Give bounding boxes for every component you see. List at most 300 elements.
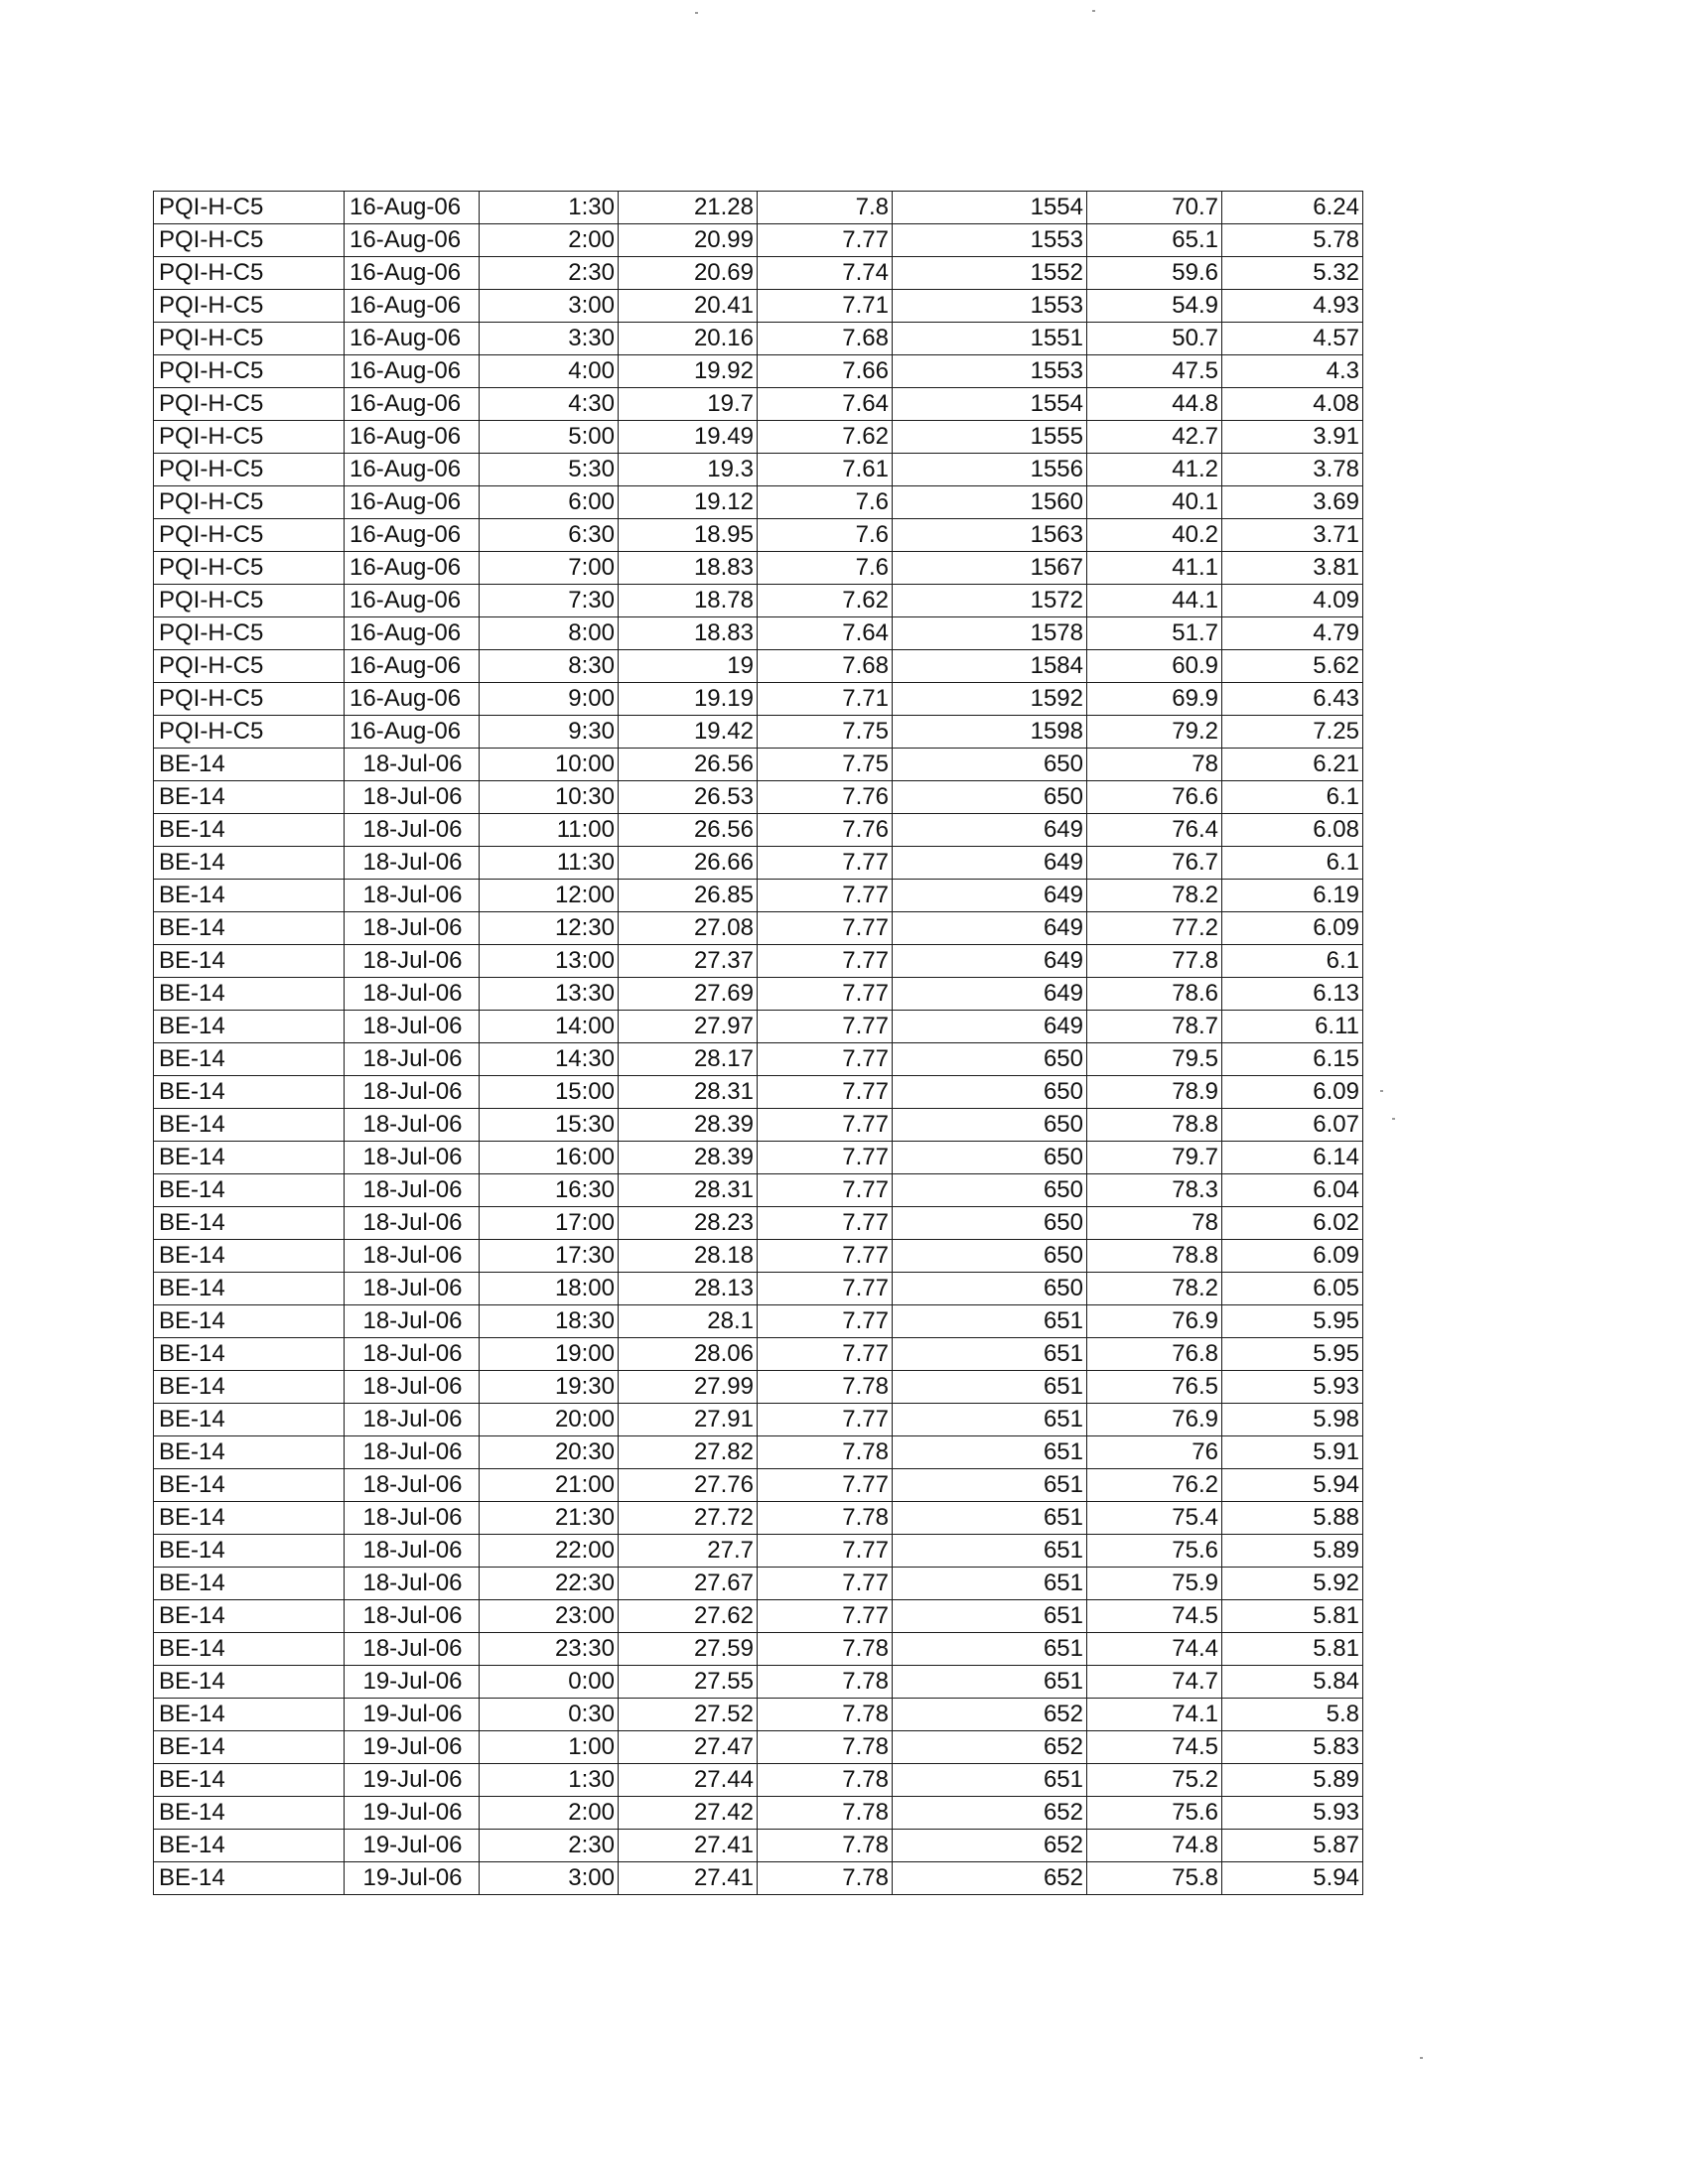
site-cell: PQI-H-C5: [154, 617, 345, 650]
value5-cell: 5.91: [1222, 1436, 1363, 1469]
time-cell: 3:00: [480, 290, 619, 323]
value3-cell: 650: [893, 749, 1087, 781]
time-cell: 22:00: [480, 1535, 619, 1568]
value1-cell: 18.83: [619, 552, 758, 585]
time-cell: 1:30: [480, 1764, 619, 1797]
date-cell: 16-Aug-06: [345, 454, 480, 486]
value1-cell: 26.66: [619, 847, 758, 880]
time-cell: 16:30: [480, 1174, 619, 1207]
table-row: [154, 1043, 1363, 1076]
value2-cell: 7.75: [758, 749, 893, 781]
table-row: [154, 1076, 1363, 1109]
table-row: [154, 1109, 1363, 1142]
table-row: [154, 1633, 1363, 1666]
site-cell: PQI-H-C5: [154, 650, 345, 683]
time-cell: 3:00: [480, 1862, 619, 1895]
date-cell: 18-Jul-06: [345, 1174, 480, 1207]
table-row: [154, 1436, 1363, 1469]
table-row: [154, 519, 1363, 552]
value2-cell: 7.6: [758, 519, 893, 552]
value1-cell: 28.13: [619, 1273, 758, 1305]
value1-cell: 18.78: [619, 585, 758, 617]
date-cell: 19-Jul-06: [345, 1731, 480, 1764]
value4-cell: 69.9: [1087, 683, 1222, 716]
value5-cell: 3.78: [1222, 454, 1363, 486]
value2-cell: 7.78: [758, 1764, 893, 1797]
value2-cell: 7.76: [758, 814, 893, 847]
value1-cell: 28.23: [619, 1207, 758, 1240]
value1-cell: 19.49: [619, 421, 758, 454]
date-cell: 16-Aug-06: [345, 617, 480, 650]
value4-cell: 65.1: [1087, 224, 1222, 257]
value1-cell: 28.39: [619, 1142, 758, 1174]
value3-cell: 1552: [893, 257, 1087, 290]
date-cell: 18-Jul-06: [345, 1076, 480, 1109]
value3-cell: 652: [893, 1862, 1087, 1895]
value3-cell: 651: [893, 1568, 1087, 1600]
value1-cell: 19: [619, 650, 758, 683]
time-cell: 11:00: [480, 814, 619, 847]
table-row: [154, 749, 1363, 781]
value4-cell: 75.9: [1087, 1568, 1222, 1600]
value2-cell: 7.77: [758, 978, 893, 1011]
value5-cell: 6.1: [1222, 847, 1363, 880]
time-cell: 17:00: [480, 1207, 619, 1240]
time-cell: 1:30: [480, 192, 619, 224]
table-row: [154, 1830, 1363, 1862]
date-cell: 18-Jul-06: [345, 1436, 480, 1469]
value2-cell: 7.77: [758, 1142, 893, 1174]
value2-cell: 7.66: [758, 355, 893, 388]
value3-cell: 652: [893, 1731, 1087, 1764]
time-cell: 12:30: [480, 912, 619, 945]
site-cell: BE-14: [154, 1305, 345, 1338]
value5-cell: 6.04: [1222, 1174, 1363, 1207]
value5-cell: 3.69: [1222, 486, 1363, 519]
table-row: [154, 1797, 1363, 1830]
table-row: [154, 224, 1363, 257]
time-cell: 1:00: [480, 1731, 619, 1764]
time-cell: 2:30: [480, 1830, 619, 1862]
date-cell: 18-Jul-06: [345, 1142, 480, 1174]
value5-cell: 5.84: [1222, 1666, 1363, 1699]
value3-cell: 649: [893, 912, 1087, 945]
value5-cell: 5.88: [1222, 1502, 1363, 1535]
value1-cell: 27.08: [619, 912, 758, 945]
site-cell: PQI-H-C5: [154, 388, 345, 421]
table-row: [154, 814, 1363, 847]
date-cell: 16-Aug-06: [345, 552, 480, 585]
site-cell: BE-14: [154, 1731, 345, 1764]
value3-cell: 650: [893, 1142, 1087, 1174]
value1-cell: 27.97: [619, 1011, 758, 1043]
time-cell: 3:30: [480, 323, 619, 355]
date-cell: 18-Jul-06: [345, 1273, 480, 1305]
value2-cell: 7.77: [758, 1600, 893, 1633]
table-row: [154, 781, 1363, 814]
table-row: [154, 1011, 1363, 1043]
value5-cell: 6.09: [1222, 912, 1363, 945]
table-row: [154, 355, 1363, 388]
value3-cell: 1556: [893, 454, 1087, 486]
value5-cell: 3.81: [1222, 552, 1363, 585]
value5-cell: 5.62: [1222, 650, 1363, 683]
value2-cell: 7.77: [758, 1174, 893, 1207]
value3-cell: 652: [893, 1830, 1087, 1862]
date-cell: 16-Aug-06: [345, 486, 480, 519]
site-cell: PQI-H-C5: [154, 585, 345, 617]
value4-cell: 74.8: [1087, 1830, 1222, 1862]
value1-cell: 27.55: [619, 1666, 758, 1699]
value3-cell: 651: [893, 1502, 1087, 1535]
value5-cell: 3.91: [1222, 421, 1363, 454]
time-cell: 14:00: [480, 1011, 619, 1043]
time-cell: 20:00: [480, 1404, 619, 1436]
value4-cell: 74.7: [1087, 1666, 1222, 1699]
date-cell: 18-Jul-06: [345, 880, 480, 912]
value5-cell: 6.09: [1222, 1076, 1363, 1109]
table-row: [154, 1666, 1363, 1699]
value3-cell: 650: [893, 781, 1087, 814]
value4-cell: 77.8: [1087, 945, 1222, 978]
table-row: [154, 978, 1363, 1011]
value3-cell: 1553: [893, 290, 1087, 323]
value3-cell: 1567: [893, 552, 1087, 585]
value5-cell: 4.3: [1222, 355, 1363, 388]
value1-cell: 19.42: [619, 716, 758, 749]
value3-cell: 1553: [893, 224, 1087, 257]
site-cell: BE-14: [154, 1764, 345, 1797]
value4-cell: 51.7: [1087, 617, 1222, 650]
value1-cell: 27.91: [619, 1404, 758, 1436]
value1-cell: 26.56: [619, 814, 758, 847]
value5-cell: 5.8: [1222, 1699, 1363, 1731]
value4-cell: 78.3: [1087, 1174, 1222, 1207]
value4-cell: 50.7: [1087, 323, 1222, 355]
date-cell: 18-Jul-06: [345, 1240, 480, 1273]
value4-cell: 78.9: [1087, 1076, 1222, 1109]
table-row: [154, 617, 1363, 650]
value1-cell: 20.69: [619, 257, 758, 290]
value1-cell: 19.19: [619, 683, 758, 716]
value5-cell: 5.93: [1222, 1797, 1363, 1830]
value4-cell: 76.7: [1087, 847, 1222, 880]
date-cell: 18-Jul-06: [345, 1600, 480, 1633]
value2-cell: 7.6: [758, 552, 893, 585]
table-row: [154, 1404, 1363, 1436]
time-cell: 8:30: [480, 650, 619, 683]
value4-cell: 78.7: [1087, 1011, 1222, 1043]
table-row: [154, 585, 1363, 617]
time-cell: 5:30: [480, 454, 619, 486]
value5-cell: 6.15: [1222, 1043, 1363, 1076]
site-cell: BE-14: [154, 814, 345, 847]
value1-cell: 28.39: [619, 1109, 758, 1142]
time-cell: 12:00: [480, 880, 619, 912]
table-row: [154, 552, 1363, 585]
value1-cell: 18.95: [619, 519, 758, 552]
value2-cell: 7.77: [758, 1207, 893, 1240]
value3-cell: 1572: [893, 585, 1087, 617]
value3-cell: 651: [893, 1535, 1087, 1568]
value2-cell: 7.78: [758, 1797, 893, 1830]
value1-cell: 28.06: [619, 1338, 758, 1371]
time-cell: 9:00: [480, 683, 619, 716]
table-row: [154, 1273, 1363, 1305]
table-row: [154, 1568, 1363, 1600]
time-cell: 23:30: [480, 1633, 619, 1666]
value1-cell: 28.1: [619, 1305, 758, 1338]
value3-cell: 651: [893, 1469, 1087, 1502]
value4-cell: 77.2: [1087, 912, 1222, 945]
value4-cell: 74.5: [1087, 1731, 1222, 1764]
value2-cell: 7.78: [758, 1830, 893, 1862]
value3-cell: 651: [893, 1600, 1087, 1633]
time-cell: 21:30: [480, 1502, 619, 1535]
value2-cell: 7.77: [758, 1305, 893, 1338]
value4-cell: 76.6: [1087, 781, 1222, 814]
value1-cell: 27.99: [619, 1371, 758, 1404]
value1-cell: 28.17: [619, 1043, 758, 1076]
value1-cell: 19.7: [619, 388, 758, 421]
value3-cell: 652: [893, 1797, 1087, 1830]
value1-cell: 28.31: [619, 1174, 758, 1207]
site-cell: PQI-H-C5: [154, 716, 345, 749]
site-cell: BE-14: [154, 1436, 345, 1469]
value5-cell: 6.19: [1222, 880, 1363, 912]
value1-cell: 27.44: [619, 1764, 758, 1797]
value1-cell: 27.47: [619, 1731, 758, 1764]
value2-cell: 7.75: [758, 716, 893, 749]
value3-cell: 1592: [893, 683, 1087, 716]
time-cell: 9:30: [480, 716, 619, 749]
date-cell: 18-Jul-06: [345, 1109, 480, 1142]
date-cell: 18-Jul-06: [345, 847, 480, 880]
value4-cell: 76.8: [1087, 1338, 1222, 1371]
value4-cell: 75.6: [1087, 1535, 1222, 1568]
site-cell: BE-14: [154, 880, 345, 912]
value2-cell: 7.77: [758, 1535, 893, 1568]
value2-cell: 7.78: [758, 1699, 893, 1731]
value3-cell: 1551: [893, 323, 1087, 355]
value4-cell: 76: [1087, 1436, 1222, 1469]
value5-cell: 5.89: [1222, 1535, 1363, 1568]
value3-cell: 651: [893, 1633, 1087, 1666]
date-cell: 18-Jul-06: [345, 1011, 480, 1043]
time-cell: 4:00: [480, 355, 619, 388]
date-cell: 18-Jul-06: [345, 912, 480, 945]
table-row: [154, 1600, 1363, 1633]
value3-cell: 649: [893, 814, 1087, 847]
date-cell: 19-Jul-06: [345, 1830, 480, 1862]
time-cell: 5:00: [480, 421, 619, 454]
value3-cell: 650: [893, 1240, 1087, 1273]
date-cell: 16-Aug-06: [345, 683, 480, 716]
value3-cell: 651: [893, 1371, 1087, 1404]
value5-cell: 6.43: [1222, 683, 1363, 716]
time-cell: 19:00: [480, 1338, 619, 1371]
time-cell: 8:00: [480, 617, 619, 650]
value1-cell: 27.62: [619, 1600, 758, 1633]
value4-cell: 54.9: [1087, 290, 1222, 323]
site-cell: BE-14: [154, 1174, 345, 1207]
time-cell: 10:00: [480, 749, 619, 781]
value2-cell: 7.78: [758, 1666, 893, 1699]
table-row: [154, 1535, 1363, 1568]
value5-cell: 6.13: [1222, 978, 1363, 1011]
site-cell: BE-14: [154, 1240, 345, 1273]
time-cell: 10:30: [480, 781, 619, 814]
value1-cell: 19.12: [619, 486, 758, 519]
time-cell: 11:30: [480, 847, 619, 880]
value5-cell: 5.83: [1222, 1731, 1363, 1764]
value1-cell: 19.3: [619, 454, 758, 486]
date-cell: 19-Jul-06: [345, 1666, 480, 1699]
value2-cell: 7.78: [758, 1371, 893, 1404]
data-table: [153, 191, 1363, 1895]
scan-speck: [1380, 1090, 1383, 1092]
value3-cell: 1584: [893, 650, 1087, 683]
site-cell: BE-14: [154, 1699, 345, 1731]
table-row: [154, 388, 1363, 421]
site-cell: BE-14: [154, 1076, 345, 1109]
value1-cell: 27.69: [619, 978, 758, 1011]
site-cell: PQI-H-C5: [154, 323, 345, 355]
time-cell: 16:00: [480, 1142, 619, 1174]
time-cell: 21:00: [480, 1469, 619, 1502]
value1-cell: 20.41: [619, 290, 758, 323]
site-cell: BE-14: [154, 1207, 345, 1240]
value4-cell: 74.1: [1087, 1699, 1222, 1731]
table-row: [154, 454, 1363, 486]
value5-cell: 5.32: [1222, 257, 1363, 290]
table-row: [154, 257, 1363, 290]
table-row: [154, 847, 1363, 880]
value1-cell: 28.18: [619, 1240, 758, 1273]
value4-cell: 74.4: [1087, 1633, 1222, 1666]
value3-cell: 1554: [893, 388, 1087, 421]
table-row: [154, 880, 1363, 912]
value3-cell: 649: [893, 1011, 1087, 1043]
date-cell: 18-Jul-06: [345, 1404, 480, 1436]
value2-cell: 7.71: [758, 290, 893, 323]
value1-cell: 20.16: [619, 323, 758, 355]
site-cell: PQI-H-C5: [154, 257, 345, 290]
value3-cell: 651: [893, 1436, 1087, 1469]
value4-cell: 78.8: [1087, 1109, 1222, 1142]
value1-cell: 27.67: [619, 1568, 758, 1600]
value2-cell: 7.64: [758, 388, 893, 421]
site-cell: PQI-H-C5: [154, 421, 345, 454]
time-cell: 0:00: [480, 1666, 619, 1699]
date-cell: 18-Jul-06: [345, 781, 480, 814]
value1-cell: 27.41: [619, 1830, 758, 1862]
table-row: [154, 486, 1363, 519]
value4-cell: 75.6: [1087, 1797, 1222, 1830]
time-cell: 14:30: [480, 1043, 619, 1076]
value5-cell: 4.57: [1222, 323, 1363, 355]
date-cell: 19-Jul-06: [345, 1862, 480, 1895]
value3-cell: 650: [893, 1076, 1087, 1109]
value2-cell: 7.77: [758, 1273, 893, 1305]
value5-cell: 5.94: [1222, 1469, 1363, 1502]
value2-cell: 7.71: [758, 683, 893, 716]
date-cell: 18-Jul-06: [345, 1502, 480, 1535]
site-cell: BE-14: [154, 1502, 345, 1535]
time-cell: 2:30: [480, 257, 619, 290]
value1-cell: 21.28: [619, 192, 758, 224]
value3-cell: 1560: [893, 486, 1087, 519]
value1-cell: 28.31: [619, 1076, 758, 1109]
value2-cell: 7.77: [758, 1404, 893, 1436]
value4-cell: 60.9: [1087, 650, 1222, 683]
value5-cell: 5.81: [1222, 1633, 1363, 1666]
date-cell: 16-Aug-06: [345, 650, 480, 683]
value4-cell: 76.5: [1087, 1371, 1222, 1404]
value5-cell: 6.1: [1222, 945, 1363, 978]
value3-cell: 649: [893, 978, 1087, 1011]
site-cell: PQI-H-C5: [154, 192, 345, 224]
value4-cell: 79.2: [1087, 716, 1222, 749]
site-cell: BE-14: [154, 1862, 345, 1895]
value5-cell: 6.08: [1222, 814, 1363, 847]
value4-cell: 41.1: [1087, 552, 1222, 585]
value3-cell: 1555: [893, 421, 1087, 454]
table-row: [154, 290, 1363, 323]
site-cell: BE-14: [154, 1469, 345, 1502]
value5-cell: 5.93: [1222, 1371, 1363, 1404]
value2-cell: 7.74: [758, 257, 893, 290]
value5-cell: 6.14: [1222, 1142, 1363, 1174]
date-cell: 18-Jul-06: [345, 1535, 480, 1568]
site-cell: BE-14: [154, 1830, 345, 1862]
value3-cell: 651: [893, 1404, 1087, 1436]
site-cell: PQI-H-C5: [154, 224, 345, 257]
date-cell: 19-Jul-06: [345, 1699, 480, 1731]
value2-cell: 7.77: [758, 224, 893, 257]
table-row: [154, 1207, 1363, 1240]
value4-cell: 79.7: [1087, 1142, 1222, 1174]
site-cell: PQI-H-C5: [154, 454, 345, 486]
site-cell: BE-14: [154, 847, 345, 880]
value3-cell: 650: [893, 1043, 1087, 1076]
time-cell: 7:30: [480, 585, 619, 617]
value4-cell: 76.9: [1087, 1305, 1222, 1338]
value1-cell: 18.83: [619, 617, 758, 650]
value5-cell: 5.87: [1222, 1830, 1363, 1862]
value2-cell: 7.77: [758, 1338, 893, 1371]
value5-cell: 5.92: [1222, 1568, 1363, 1600]
value5-cell: 6.1: [1222, 781, 1363, 814]
value3-cell: 1578: [893, 617, 1087, 650]
table-row: [154, 683, 1363, 716]
site-cell: BE-14: [154, 945, 345, 978]
value4-cell: 78.8: [1087, 1240, 1222, 1273]
value1-cell: 27.72: [619, 1502, 758, 1535]
date-cell: 16-Aug-06: [345, 716, 480, 749]
date-cell: 19-Jul-06: [345, 1797, 480, 1830]
value5-cell: 6.02: [1222, 1207, 1363, 1240]
value3-cell: 651: [893, 1338, 1087, 1371]
time-cell: 2:00: [480, 1797, 619, 1830]
value5-cell: 5.89: [1222, 1764, 1363, 1797]
value1-cell: 27.7: [619, 1535, 758, 1568]
time-cell: 6:30: [480, 519, 619, 552]
site-cell: BE-14: [154, 1142, 345, 1174]
value5-cell: 4.93: [1222, 290, 1363, 323]
value1-cell: 27.76: [619, 1469, 758, 1502]
table-row: [154, 650, 1363, 683]
